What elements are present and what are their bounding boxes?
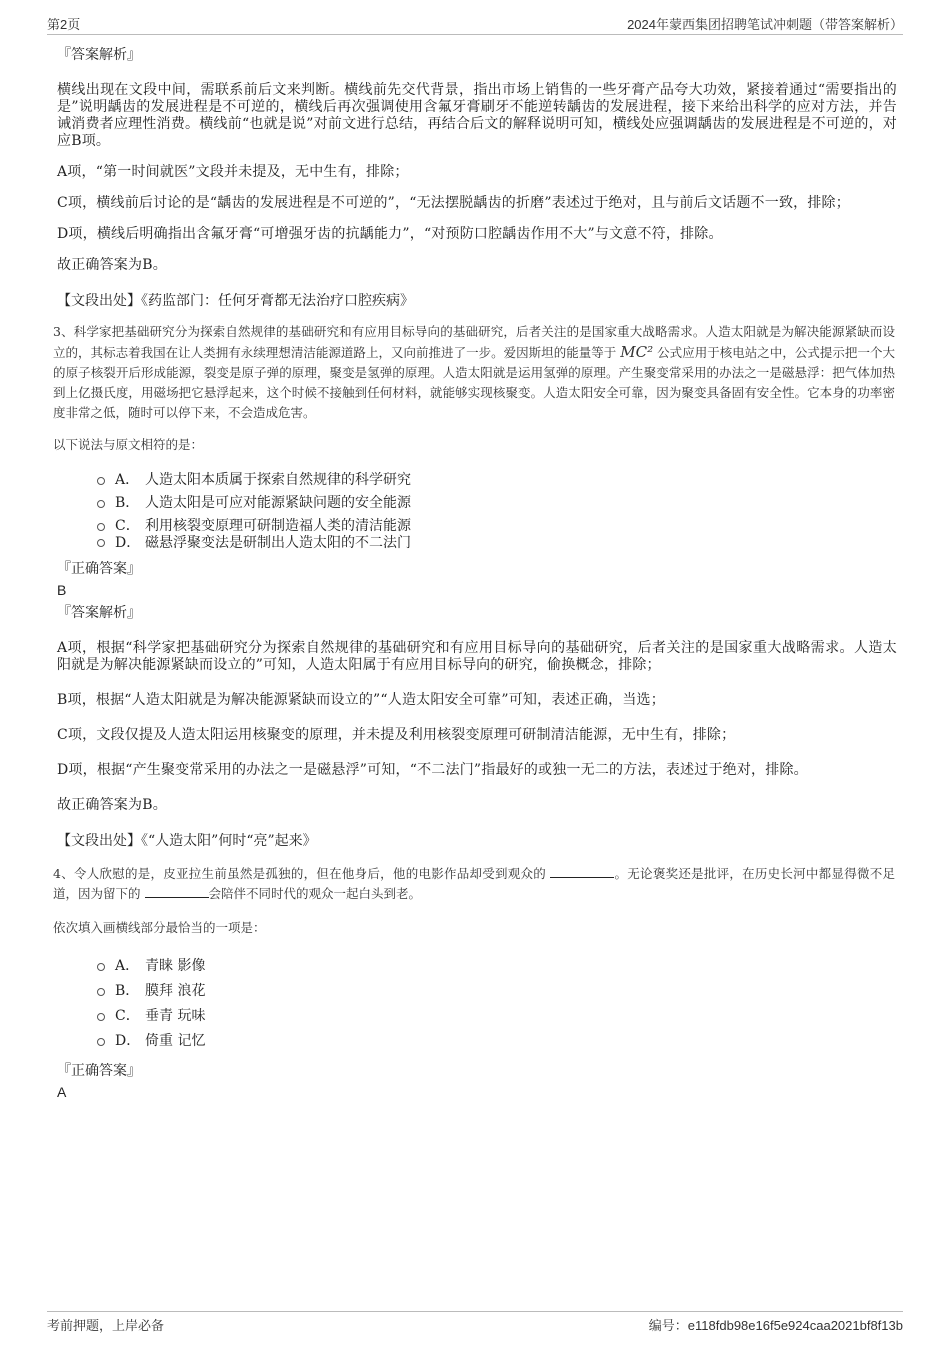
q4-option-a[interactable]: A． 青睐 影像	[97, 954, 897, 979]
q3-option-c-analysis: C项，文段仅提及人造太阳运用核聚变的原理，并未提及利用核裂变原理可研制清洁能源，无中生有，排除；	[57, 727, 736, 743]
q4-option-c[interactable]: C． 垂青 玩味	[97, 1004, 897, 1029]
q3-option-a[interactable]: A． 人造太阳本质属于探索自然规律的科学研究	[97, 469, 897, 492]
document-id: 编号：e118fdb98e16f5e924caa2021bf8f13b	[648, 1318, 903, 1333]
radio-icon[interactable]	[97, 477, 105, 485]
q3-stem-part-a: 3、科学家把基础研究分为探索自然规律的基础研究和有应用目标导向的基础研究，后者关注的是国家重大战略需求。人造太阳就是为解决能源紧缺而设立的，其标志着我国在让人类拥有永续理想清洁能源道路上，又向前推进了一步。爱因斯坦的能量等于	[53, 324, 895, 360]
radio-icon[interactable]	[97, 963, 105, 971]
q4-stem-part-c: 会陪伴不同时代的观众一起白头到老。	[208, 886, 422, 901]
q3-answer: B	[57, 582, 67, 598]
radio-icon[interactable]	[97, 988, 105, 996]
q3-option-b-analysis: B项，根据“人造太阳就是为解决能源紧缺而设立的”“人造太阳安全可靠”可知，表述正确，当选；	[57, 692, 665, 708]
q4-options	[97, 954, 897, 1054]
answer-blank	[145, 885, 209, 898]
q4-answer-label: 『正确答案』	[57, 1063, 141, 1079]
page-footer	[47, 1311, 903, 1335]
q4-stem	[53, 864, 895, 904]
q3-analysis-label: 『答案解析』	[57, 605, 141, 621]
q2-option-d-analysis: D项，横线后明确指出含氟牙膏“可增强牙齿的抗龋能力”，“对预防口腔龋齿作用不大”与文意不符，排除。	[57, 226, 723, 242]
q3-stem-part-b: 公式应用于核电站之中，公式提示把一个大的原子核裂开后形成能源，裂变是原子弹的原理，聚变是氢弹的原理。人造太阳就是运用氢弹的原理。产生聚变常采用的办法之一是磁悬浮：把气体加热到上亿摄氏度，用磁场把它悬浮起来，这个时候不接触到任何材料，就能够实现核聚变。人造太阳安全可靠，因为聚变具备固有安全性。它本身的功率密度非常之低，随时可以停下来，不会造成危害。	[53, 345, 895, 420]
footer-slogan: 考前押题，上岸必备	[47, 1318, 165, 1333]
q4-prompt: 依次填入画横线部分最恰当的一项是：	[53, 920, 266, 935]
radio-icon[interactable]	[97, 500, 105, 508]
q3-conclusion: 故正确答案为B。	[57, 797, 167, 813]
q3-source: 【文段出处】《“人造太阳”何时“亮”起来》	[57, 833, 317, 849]
q4-stem-part-a: 4、令人欣慰的是，皮亚拉生前虽然是孤独的，但在他身后，他的电影作品却受到观众的	[53, 866, 547, 881]
page-header	[47, 14, 903, 35]
q3-option-c[interactable]: C． 利用核裂变原理可研制造福人类的清洁能源	[97, 515, 897, 538]
q3-prompt: 以下说法与原文相符的是：	[53, 437, 204, 452]
q3-option-d-analysis: D项，根据“产生聚变常采用的办法之一是磁悬浮”可知，“不二法门”指最好的或独一无二的方法，表述过于绝对，排除。	[57, 762, 808, 778]
page-number: 第2页	[47, 17, 81, 32]
radio-icon[interactable]	[97, 1038, 105, 1046]
document-title: 2024年蒙西集团招聘笔试冲刺题（带答案解析）	[627, 17, 903, 32]
q3-formula: MC²	[620, 343, 654, 361]
q3-stem	[53, 322, 895, 423]
q4-answer: A	[57, 1084, 67, 1100]
q3-option-d[interactable]: D． 磁悬浮聚变法是研制出人造太阳的不二法门	[97, 534, 897, 552]
q2-conclusion: 故正确答案为B。	[57, 257, 167, 273]
q2-option-c-analysis: C项，横线前后讨论的是“龋齿的发展进程是不可逆的”，“无法摆脱龋齿的折磨”表述过于绝对，且与前后文话题不一致，排除；	[57, 195, 850, 211]
q3-option-a-analysis: A项，根据“科学家把基础研究分为探索自然规律的基础研究和有应用目标导向的基础研究，后者关注的是国家重大战略需求。人造太阳就是为解决能源紧缺而设立的”可知，人造太阳属于有应用目标导向的研究，偷换概念，排除；	[57, 640, 897, 673]
q4-option-d[interactable]: D． 倚重 记忆	[97, 1029, 897, 1054]
page-content	[53, 46, 897, 1106]
q4-stem-part-b: 。无论褒奖还是批评，在历史长河中都显得微不足道，因为留下的	[53, 866, 895, 901]
radio-icon[interactable]	[97, 1013, 105, 1021]
q4-option-b[interactable]: B． 膜拜 浪花	[97, 979, 897, 1004]
radio-icon[interactable]	[97, 539, 105, 547]
q3-option-b[interactable]: B． 人造太阳是可应对能源紧缺问题的安全能源	[97, 492, 897, 515]
radio-icon[interactable]	[97, 523, 105, 531]
q2-analysis-label: 『答案解析』	[57, 47, 141, 63]
q3-answer-label: 『正确答案』	[57, 561, 141, 577]
q3-options	[97, 469, 897, 552]
answer-blank	[550, 865, 614, 878]
q2-analysis-paragraph: 横线出现在文段中间，需联系前后文来判断。横线前先交代背景，指出市场上销售的一些牙膏产品夸大功效，紧接着通过“需要指出的是”说明龋齿的发展进程是不可逆的，横线后再次强调使用含氟牙膏刷牙不能逆转龋齿的发展进程，接下来给出科学的应对方法，并告诫消费者应理性消费。横线前“也就是说”对前文进行总结，再结合后文的解释说明可知，横线处应强调龋齿的发展进程是不可逆的，对应B项。	[57, 82, 897, 149]
q2-source: 【文段出处】《药监部门：任何牙膏都无法治疗口腔疾病》	[57, 293, 414, 309]
q2-option-a-analysis: A项，“第一时间就医”文段并未提及，无中生有，排除；	[57, 164, 409, 180]
